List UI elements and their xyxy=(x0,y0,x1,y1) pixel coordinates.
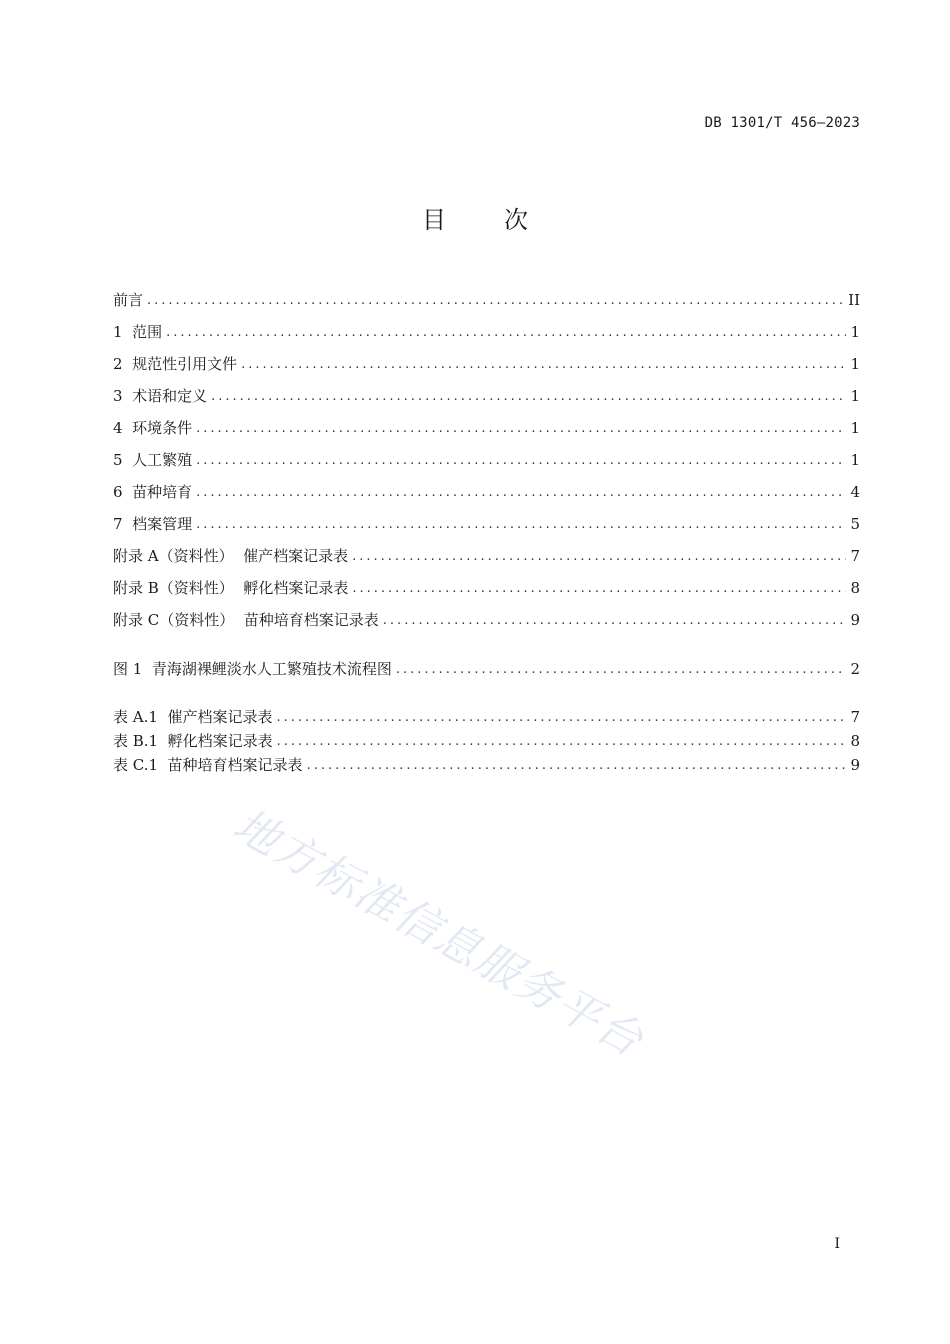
toc-entry-fry-rearing[interactable] xyxy=(113,482,860,502)
toc-entry-page: 1 xyxy=(850,419,860,437)
toc-entry-page: 2 xyxy=(850,660,860,678)
toc-entry-page: 8 xyxy=(850,732,860,750)
toc-entry-label: 2 规范性引用文件 xyxy=(113,355,238,373)
toc-leader-dots xyxy=(147,292,844,310)
page-title: 目次 xyxy=(422,206,586,234)
toc-entry-label: 附录 C（资料性） 苗种培育档案记录表 xyxy=(113,611,379,629)
toc-entry-label: 表 C.1 苗种培育档案记录表 xyxy=(113,756,303,774)
toc-leader-dots xyxy=(196,420,846,438)
toc-entry-label: 4 环境条件 xyxy=(113,419,193,437)
toc-leader-dots xyxy=(352,548,846,566)
toc-entry-page: 7 xyxy=(850,547,860,565)
toc-entry-page: 1 xyxy=(850,387,860,405)
toc-entry-label: 表 B.1 孵化档案记录表 xyxy=(113,732,273,750)
toc-entry-label: 附录 A（资料性） 催产档案记录表 xyxy=(113,547,349,565)
watermark: 地方标准信息服务平台 xyxy=(224,799,652,1068)
toc-leader-dots xyxy=(396,661,846,679)
toc-entry-page: 1 xyxy=(850,323,860,341)
toc-entry-appendix-b[interactable] xyxy=(113,578,860,598)
toc-entry-page: 9 xyxy=(850,756,860,774)
toc-entry-label: 附录 B（资料性） 孵化档案记录表 xyxy=(113,579,349,597)
toc-leader-dots xyxy=(383,612,846,630)
toc-entry-page: 5 xyxy=(850,515,860,533)
toc-leader-dots xyxy=(166,324,846,342)
toc-entry-table-b1[interactable] xyxy=(113,731,860,751)
table-of-contents xyxy=(113,0,860,1344)
toc-entry-appendix-c[interactable] xyxy=(113,610,860,630)
toc-entry-page: II xyxy=(848,291,860,309)
toc-entry-page: 9 xyxy=(850,611,860,629)
toc-leader-dots xyxy=(352,580,846,598)
document-code: DB 1301/T 456—2023 xyxy=(704,115,860,131)
toc-entry-label: 5 人工繁殖 xyxy=(113,451,193,469)
toc-leader-dots xyxy=(241,356,846,374)
toc-entry-page: 1 xyxy=(850,355,860,373)
toc-entry-label: 表 A.1 催产档案记录表 xyxy=(113,708,273,726)
toc-entry-page: 1 xyxy=(850,451,860,469)
toc-entry-figure-1[interactable] xyxy=(113,659,860,679)
toc-leader-dots xyxy=(307,757,846,775)
toc-entry-page: 8 xyxy=(850,579,860,597)
toc-leader-dots xyxy=(277,733,846,751)
toc-entry-label: 1 范围 xyxy=(113,323,163,341)
toc-leader-dots xyxy=(211,388,846,406)
toc-entry-table-a1[interactable] xyxy=(113,707,860,727)
toc-entry-normative-references[interactable] xyxy=(113,354,860,374)
toc-entry-foreword[interactable] xyxy=(113,290,860,310)
toc-entry-terms[interactable] xyxy=(113,386,860,406)
toc-entry-label: 3 术语和定义 xyxy=(113,387,208,405)
toc-leader-dots xyxy=(196,484,846,502)
toc-entry-table-c1[interactable] xyxy=(113,755,860,775)
toc-leader-dots xyxy=(196,452,846,470)
toc-entry-scope[interactable] xyxy=(113,322,860,342)
toc-entry-label: 图 1 青海湖裸鲤淡水人工繁殖技术流程图 xyxy=(113,660,392,678)
toc-entry-page: 4 xyxy=(850,483,860,501)
toc-leader-dots xyxy=(276,709,846,727)
toc-entry-label: 前言 xyxy=(113,291,144,309)
toc-leader-dots xyxy=(196,516,846,534)
toc-entry-environment[interactable] xyxy=(113,418,860,438)
toc-entry-appendix-a[interactable] xyxy=(113,546,860,566)
toc-entry-record-management[interactable] xyxy=(113,514,860,534)
toc-entry-label: 7 档案管理 xyxy=(113,515,193,533)
page-number: I xyxy=(834,1236,840,1252)
toc-entry-page: 7 xyxy=(850,708,860,726)
toc-entry-artificial-breeding[interactable] xyxy=(113,450,860,470)
toc-entry-label: 6 苗种培育 xyxy=(113,483,193,501)
